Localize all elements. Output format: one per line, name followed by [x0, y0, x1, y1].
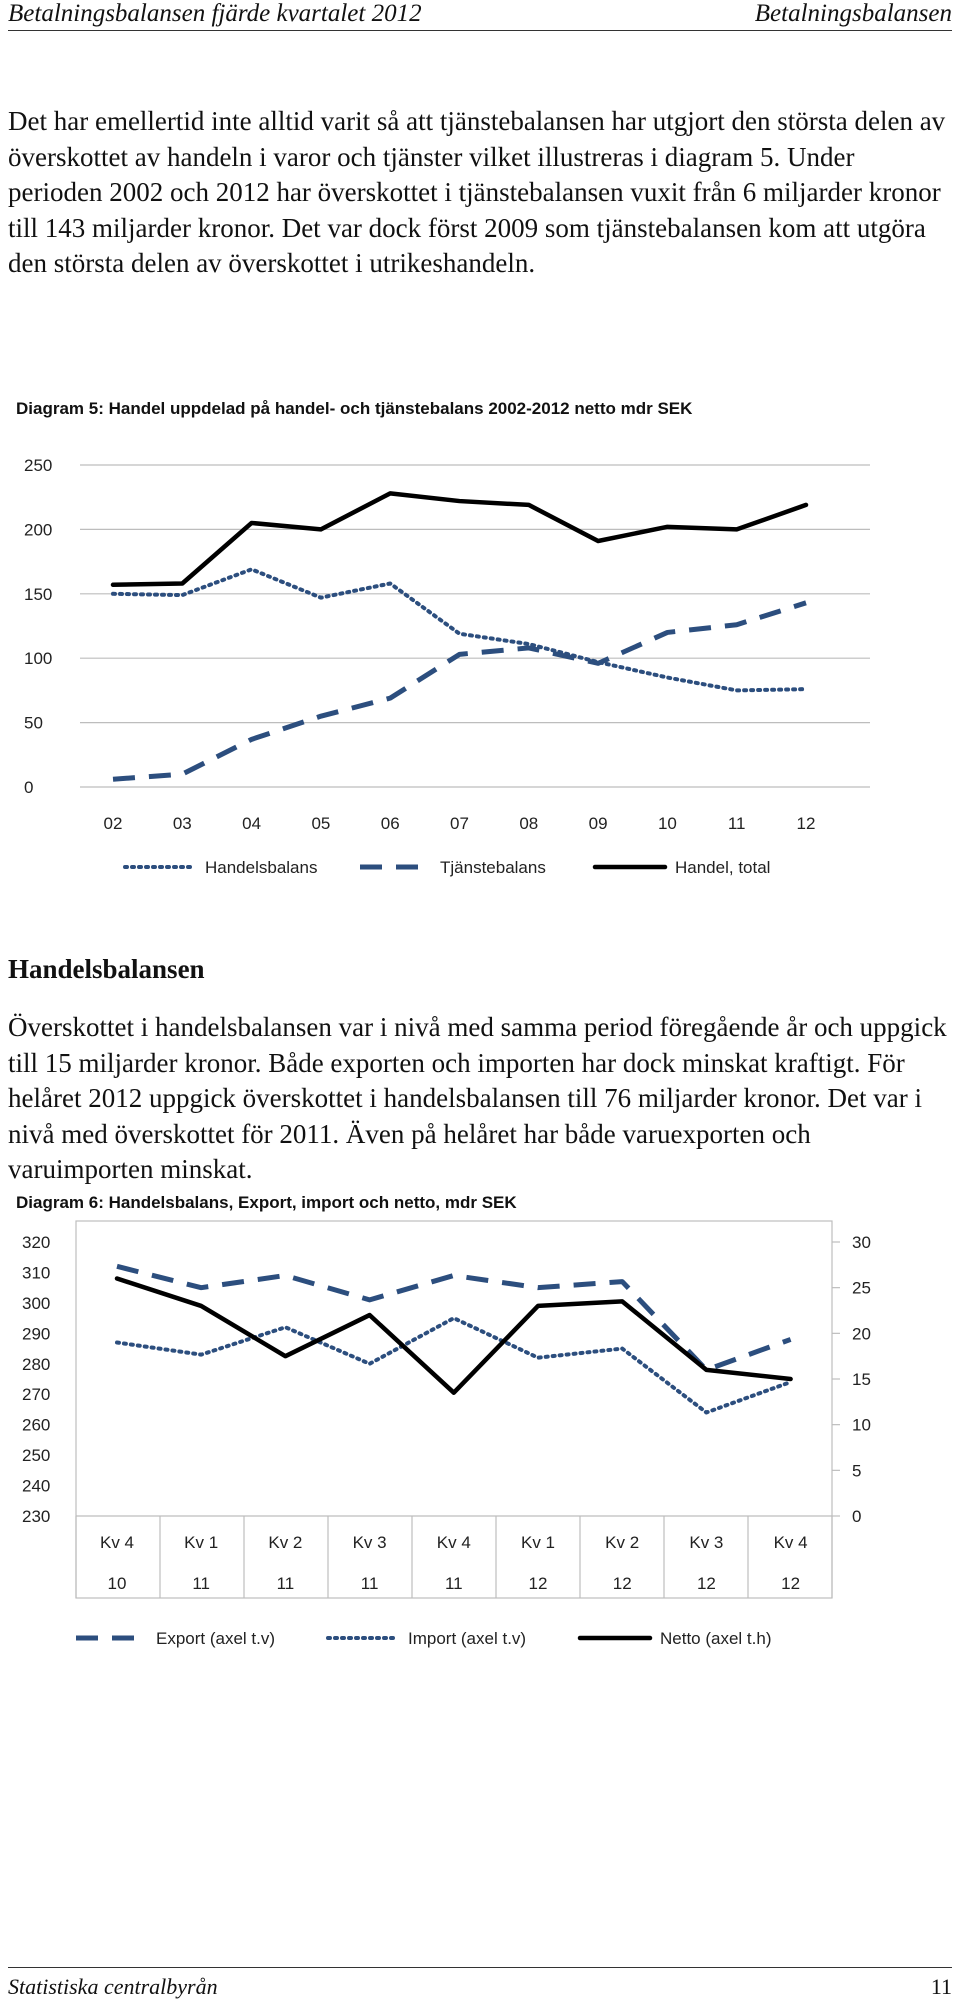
chart5-xtick-label-10: 12: [796, 814, 816, 833]
header-right-title: Betalningsbalansen: [754, 0, 952, 27]
chart5-series-line-2: [113, 493, 806, 584]
chart5-xtick-label-4: 06: [380, 814, 400, 833]
chart6-series-line-2: [117, 1279, 791, 1393]
chart5-ytick-label-3: 150: [24, 584, 53, 604]
chart6-xtick-label-4-line2: 11: [444, 1574, 463, 1593]
chart5-xtick-label-1: 03: [172, 814, 192, 833]
chart5-ytick-label-4: 200: [24, 520, 53, 540]
chart6-xtick-label-7-line2: 12: [696, 1574, 716, 1593]
chart5-xtick-label-7: 09: [588, 814, 608, 833]
chart6-ytick-left-label-0: 230: [22, 1507, 51, 1526]
chart6-xtick-label-4-line1: Kv 4: [436, 1533, 471, 1552]
chart6-xtick-label-7-line1: Kv 3: [689, 1533, 724, 1552]
chart6-ytick-right-label-1: 5: [852, 1461, 862, 1481]
chart5-legend-label-1: Tjänstebalans: [440, 858, 546, 877]
chart6-ytick-left-label-2: 250: [22, 1446, 51, 1466]
chart6-xtick-label-5-line1: Kv 1: [520, 1533, 556, 1552]
chart6-ytick-left-label-3: 260: [22, 1415, 51, 1435]
chart6-ytick-right-label-6: 30: [852, 1233, 871, 1252]
chart6-legend-label-0: Export (axel t.v): [156, 1629, 276, 1648]
chart5-legend-label-2: Handel, total: [675, 858, 771, 877]
chart5-ytick-label-2: 100: [24, 649, 53, 669]
chart5-xtick-label-8: 10: [657, 814, 677, 833]
section-heading-handelsbalansen: Handelsbalansen: [8, 954, 205, 984]
chart6-xtick-label-2-line1: Kv 2: [268, 1533, 303, 1552]
chart5-xtick-label-6: 08: [519, 814, 539, 833]
chart5-xtick-label-0: 02: [103, 814, 123, 833]
chart6-legend-label-1: Import (axel t.v): [408, 1629, 527, 1648]
chart6-xtick-label-1-line2: 11: [192, 1574, 211, 1593]
chart6-xtick-label-0-line1: Kv 4: [99, 1533, 135, 1552]
page-header: [8, 0, 952, 31]
body-paragraph-1: Det har emellertid inte alltid varit så att tjänstebalansen har utgjort den största delen av överskottet av handeln i varor och tjänster vilket illustreras i diagram 5. Under perioden 2002 och 2012 har överskottet i tjänstebalansen vuxit från 6 miljarder kronor till 143 miljarder kronor. Det var dock först 2009 som tjänstebalansen kom att utgöra den största delen av överskottet i utrikeshandeln.: [8, 106, 946, 278]
chart6-ytick-right-label-4: 20: [852, 1324, 871, 1344]
footer-publisher: Statistiska centralbyrån: [8, 1974, 218, 1999]
chart6-ytick-left-label-5: 280: [22, 1354, 51, 1374]
chart6-ytick-left-label-6: 290: [22, 1324, 51, 1344]
chart6-xtick-label-6-line2: 12: [612, 1574, 632, 1593]
chart6-legend-label-2: Netto (axel t.h): [660, 1629, 772, 1648]
chart5-title: Diagram 5: Handel uppdelad på handel- och tjänstebalans 2002-2012 netto mdr SEK: [16, 399, 693, 418]
chart6-ytick-left-label-9: 320: [22, 1233, 51, 1252]
chart5-svg: [0, 440, 960, 920]
chart6-xtick-label-5-line2: 12: [528, 1574, 548, 1593]
chart6-xtick-label-1-line1: Kv 1: [184, 1533, 219, 1552]
chart5-xtick-label-9: 11: [727, 814, 746, 833]
chart5-ytick-label-0: 0: [24, 778, 34, 797]
chart5-xtick-label-2: 04: [242, 814, 262, 833]
footer-page-number: 11: [930, 1974, 952, 1999]
chart6-xtick-label-3-line1: Kv 3: [352, 1533, 387, 1552]
chart6-xtick-label-3-line2: 11: [360, 1574, 379, 1593]
chart5-series-line-1: [113, 603, 806, 779]
page-footer: [8, 1967, 952, 1998]
body-paragraph-2: Överskottet i handelsbalansen var i nivå med samma period föregående år och uppgick till 15 miljarder kronor. Både exporten och importen har dock minskat kraftigt. För helåret 2012 uppgick överskottet i handelsbalansen till 76 miljarder kronor. Det var i nivå med överskottet för 2011. Även på helåret har både varuexporten och varuimporten minskat.: [8, 1012, 947, 1184]
chart6-ytick-left-label-1: 240: [22, 1476, 51, 1496]
chart6-xtick-label-6-line1: Kv 2: [605, 1533, 640, 1552]
chart6-ytick-right-label-5: 25: [852, 1278, 871, 1298]
chart6-xtick-label-8-line1: Kv 4: [773, 1533, 808, 1552]
chart5-ytick-label-1: 50: [24, 713, 43, 733]
chart6-xtick-label-0-line2: 10: [107, 1574, 127, 1593]
chart5-xtick-label-5: 07: [450, 814, 469, 833]
chart6-ytick-left-label-4: 270: [22, 1385, 51, 1405]
chart6-xtick-label-8-line2: 12: [781, 1574, 801, 1593]
chart6-ytick-left-label-7: 300: [22, 1293, 51, 1313]
chart6-title: Diagram 6: Handelsbalans, Export, import och netto, mdr SEK: [16, 1193, 517, 1212]
chart5-xtick-label-3: 05: [311, 814, 331, 833]
chart6-ytick-right-label-0: 0: [852, 1507, 862, 1526]
chart5-legend-label-0: Handelsbalans: [205, 858, 318, 877]
chart6-svg: [0, 1220, 960, 1710]
chart6-ytick-right-label-2: 10: [852, 1415, 871, 1435]
chart6-series-line-1: [117, 1318, 791, 1412]
chart5-ytick-label-5: 250: [24, 456, 53, 475]
chart6-xtick-label-2-line2: 11: [276, 1574, 295, 1593]
header-left-title: Betalningsbalansen fjärde kvartalet 2012: [8, 0, 422, 27]
chart6-ytick-left-label-8: 310: [22, 1263, 51, 1283]
chart6-ytick-right-label-3: 15: [852, 1370, 871, 1389]
